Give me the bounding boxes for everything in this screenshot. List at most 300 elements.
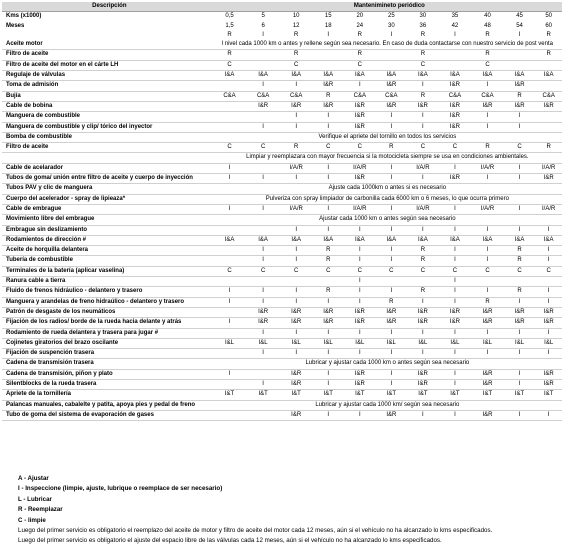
code-cell: I&R	[535, 174, 562, 184]
code-cell: I&R	[471, 369, 504, 379]
code-cell: I&T	[504, 390, 536, 400]
code-cell: I	[535, 256, 562, 266]
meses-row	[2, 22, 562, 31]
item-label: Movimiento libre del embrague	[2, 215, 213, 225]
code-cell: I	[344, 287, 376, 297]
maintenance-row	[2, 91, 562, 101]
interval-note: Pulveriza con spray limpiador de carbonilla cada 6000 km o 6 meses, lo que ocurra primero	[213, 194, 562, 204]
code-cell: I/A/R	[344, 163, 376, 173]
code-cell: I&L	[312, 338, 344, 348]
code-cell: I	[344, 349, 376, 359]
code-cell: I	[262, 31, 264, 38]
code-cell: I&R	[504, 307, 536, 317]
code-cell: I	[376, 112, 408, 122]
code-cell: I&A	[312, 235, 344, 245]
maintenance-row	[2, 390, 562, 400]
code-cell: I&A	[280, 71, 313, 81]
legend	[18, 474, 558, 547]
maintenance-row	[2, 81, 562, 91]
code-cell: I	[376, 204, 408, 214]
code-cell: C	[312, 143, 344, 153]
item-label: Bujía	[2, 91, 213, 101]
kms-label: Kms (x1000)	[6, 13, 42, 20]
code-cell	[535, 277, 562, 287]
code-cell: I	[246, 328, 280, 338]
code-cell: I&A	[344, 71, 376, 81]
code-cell: I&T	[344, 390, 376, 400]
code-cell: I&T	[376, 390, 408, 400]
code-cell: I&A	[439, 235, 472, 245]
code-cell: I	[246, 246, 280, 256]
code-cell: I&L	[213, 338, 247, 348]
code-cell: C	[504, 266, 536, 276]
code-cell: I&R	[471, 307, 504, 317]
code-cell: I&A	[407, 71, 439, 81]
maintenance-row	[2, 287, 562, 297]
code-cell: I	[246, 349, 280, 359]
code-cell: C	[280, 266, 313, 276]
maintenance-row	[2, 101, 562, 111]
code-cell: R	[312, 256, 344, 266]
code-cell: R	[471, 297, 504, 307]
code-cell: I&R	[376, 307, 408, 317]
kms-value: 15	[324, 13, 332, 20]
code-cell: I	[439, 277, 472, 287]
code-cell	[213, 307, 247, 317]
code-cell: I&R	[471, 101, 504, 111]
code-cell: I	[312, 297, 344, 307]
interval-note: Lubricar y ajustar cada 1000 km o antes según sea necesario	[213, 359, 562, 369]
maintenance-row	[2, 132, 562, 142]
code-cell: I	[312, 410, 344, 420]
code-cell: C&A	[376, 91, 408, 101]
code-cell: I&R	[535, 318, 562, 328]
code-cell	[280, 277, 313, 287]
maintenance-row	[2, 349, 562, 359]
code-cell: C	[407, 143, 439, 153]
code-cell: I&R	[344, 122, 376, 132]
code-cell	[439, 60, 472, 70]
maintenance-table	[2, 2, 562, 421]
code-cell	[246, 369, 280, 379]
code-cell: I&A	[344, 235, 376, 245]
code-cell: I&L	[344, 338, 376, 348]
code-cell: I	[376, 349, 408, 359]
code-cell: I	[535, 246, 562, 256]
code-cell: R	[535, 50, 562, 60]
item-label: Rodamientos de dirección #	[2, 235, 213, 245]
item-label: Palancas manuales, cabalelte y patita, apoya pies y pedal de freno	[2, 400, 213, 410]
code-cell: I&L	[471, 338, 504, 348]
code-cell: C	[344, 266, 376, 276]
legend-line: R - Reemplazar	[18, 506, 63, 514]
legend-line: A - Ajustar	[18, 475, 49, 482]
code-cell: I	[213, 174, 247, 184]
code-cell: I	[213, 297, 247, 307]
code-cell: R	[546, 31, 551, 38]
code-cell: I	[213, 163, 247, 173]
code-cell: I	[344, 410, 376, 420]
code-cell: I&R	[439, 318, 472, 328]
code-cell: I	[344, 256, 376, 266]
code-cell: I&R	[535, 101, 562, 111]
code-cell	[246, 225, 280, 235]
code-cell: R	[485, 31, 490, 38]
code-cell: I&R	[471, 318, 504, 328]
item-label: Cuerpo del acelerador - spray de lipieaza*	[2, 194, 213, 204]
code-cell: I&A	[376, 71, 408, 81]
code-cell	[504, 277, 536, 287]
code-cell: I&T	[246, 390, 280, 400]
code-cell: I	[439, 369, 472, 379]
code-cell: I&R	[439, 307, 472, 317]
interval-note: Ajuste cada 1000km o antes si es necesario	[213, 184, 562, 194]
code-cell: I	[407, 174, 439, 184]
code-cell	[213, 225, 247, 235]
maintenance-row	[2, 266, 562, 276]
code-cell: I	[504, 328, 536, 338]
code-cell: I&A	[213, 71, 247, 81]
code-cell: I	[344, 246, 376, 256]
code-cell: I	[376, 369, 408, 379]
code-cell: R	[535, 143, 562, 153]
code-cell: I	[280, 225, 313, 235]
code-cell	[312, 277, 344, 287]
code-cell: I/A/R	[535, 163, 562, 173]
code-cell	[246, 410, 280, 420]
code-cell: I&A	[407, 235, 439, 245]
kms-value: 35	[451, 13, 459, 20]
code-cell: R	[376, 143, 408, 153]
code-cell: I&R	[439, 81, 472, 91]
code-cell: I	[407, 122, 439, 132]
code-cell: I	[439, 297, 472, 307]
code-cell: I	[280, 81, 313, 91]
code-cell: I&R	[376, 318, 408, 328]
code-cell: I	[312, 174, 344, 184]
code-cell	[535, 60, 562, 70]
code-cell: I&A	[246, 71, 280, 81]
code-cell: I	[246, 287, 280, 297]
code-cell: R	[344, 50, 376, 60]
maintenance-row	[2, 318, 562, 328]
code-cell: I	[535, 410, 562, 420]
top-codes-row	[2, 31, 562, 40]
code-cell: I&T	[407, 390, 439, 400]
code-cell	[246, 277, 280, 287]
legend-line: L - Lubricar	[18, 495, 52, 503]
maintenance-row	[2, 60, 562, 70]
code-cell: I&R	[535, 379, 562, 389]
code-cell: I	[454, 31, 456, 38]
code-cell: I	[504, 163, 536, 173]
code-cell: R	[504, 246, 536, 256]
code-cell: I	[376, 287, 408, 297]
item-label: Cable de embrague	[2, 204, 213, 214]
code-cell: I&R	[280, 307, 313, 317]
item-label	[2, 153, 213, 163]
code-cell: I&A	[504, 71, 536, 81]
code-cell: I&R	[439, 174, 472, 184]
code-cell: I	[376, 174, 408, 184]
legend-line: Luego del primer servicio es obligatorio el reemplazo del aceite de motor y filtro de aceite del motor cada 12 meses, aún si el vehículo no ha alcanzado lo kms especificados.	[18, 527, 493, 535]
code-cell: I&R	[376, 81, 408, 91]
code-cell: C&A	[471, 91, 504, 101]
code-cell: I&R	[246, 318, 280, 328]
code-cell: I	[280, 246, 313, 256]
code-cell: R	[376, 297, 408, 307]
code-cell	[535, 112, 562, 122]
code-cell: I&R	[312, 101, 344, 111]
item-label: Cable de acelarador	[2, 163, 213, 173]
code-cell: R	[357, 31, 362, 38]
header-row	[2, 2, 562, 12]
description-header: Descripción	[2, 2, 213, 12]
code-cell: I	[344, 225, 376, 235]
kms-value: 45	[516, 13, 523, 20]
code-cell: I	[280, 112, 313, 122]
meses-value: 30	[387, 22, 395, 29]
meses-value: 12	[292, 22, 300, 29]
code-cell: R	[407, 50, 439, 60]
item-label: Cojinetes giratorios del brazo oscilante	[2, 338, 213, 348]
maintenance-row	[2, 174, 562, 184]
code-cell: I&T	[471, 390, 504, 400]
item-label: Manguera de combustible	[2, 112, 213, 122]
item-label: Bomba de combustible	[2, 132, 213, 142]
meses-value: 42	[451, 22, 459, 29]
code-cell: C	[439, 143, 472, 153]
code-cell: I&R	[280, 410, 313, 420]
code-cell	[213, 112, 247, 122]
code-cell: I&R	[439, 122, 472, 132]
code-cell: I	[213, 287, 247, 297]
code-cell: I/A/R	[280, 204, 313, 214]
code-cell: I&T	[213, 390, 247, 400]
code-cell: I&R	[280, 101, 313, 111]
code-cell: I	[439, 287, 472, 297]
kms-value: 25	[387, 13, 395, 20]
code-cell: I	[312, 225, 344, 235]
code-cell: I	[280, 349, 313, 359]
code-cell: I	[471, 81, 504, 91]
maintenance-row	[2, 163, 562, 173]
code-cell: I	[344, 81, 376, 91]
code-cell: I	[246, 297, 280, 307]
code-cell: I	[471, 246, 504, 256]
code-cell: C	[246, 266, 280, 276]
code-cell: I	[312, 379, 344, 389]
code-cell: R	[420, 31, 426, 38]
meses-value: 1,5	[225, 22, 234, 29]
code-cell: I&R	[376, 410, 408, 420]
legend-line: I - Inspeccione (limpie, ajuste, lubrique o reemplace de ser necesario)	[18, 485, 223, 493]
code-cell: I&R	[407, 318, 439, 328]
code-cell: C	[376, 266, 408, 276]
code-cell: I	[312, 112, 344, 122]
item-label: Apriete de la tornillería	[2, 390, 213, 400]
kms-value: 10	[292, 13, 300, 20]
code-cell: I&L	[246, 338, 280, 348]
maintenance-row	[2, 369, 562, 379]
maintenance-row	[2, 410, 562, 420]
code-cell	[471, 277, 504, 287]
code-cell: I	[504, 112, 536, 122]
maintenance-row	[2, 122, 562, 132]
code-cell: I	[407, 225, 439, 235]
code-cell: I&R	[280, 379, 313, 389]
code-cell: I	[312, 349, 344, 359]
code-cell: I	[504, 122, 536, 132]
code-cell: R	[312, 287, 344, 297]
code-cell: I&A	[535, 235, 562, 245]
code-cell: I	[471, 349, 504, 359]
code-cell	[213, 349, 247, 359]
code-cell: I	[407, 112, 439, 122]
code-cell: I	[504, 369, 536, 379]
kms-value: 0,5	[225, 13, 234, 20]
maintenance-row	[2, 112, 562, 122]
code-cell	[246, 163, 280, 173]
code-cell: C	[344, 60, 376, 70]
code-cell: I	[407, 81, 439, 91]
code-cell: I/A/R	[471, 163, 504, 173]
meses-label: Meses	[6, 22, 25, 29]
meses-value: 60	[545, 22, 552, 29]
code-cell	[213, 256, 247, 266]
code-cell: I	[344, 328, 376, 338]
code-cell: I	[471, 328, 504, 338]
item-label: Aceite de horquilla delantera	[2, 246, 213, 256]
code-cell	[504, 50, 536, 60]
code-cell: I	[471, 174, 504, 184]
code-cell: C&A	[439, 91, 472, 101]
code-cell: C	[504, 143, 536, 153]
code-cell: I&L	[280, 338, 313, 348]
maintenance-row	[2, 379, 562, 389]
code-cell: I	[327, 31, 330, 38]
code-cell: I	[312, 369, 344, 379]
maintenance-row	[2, 297, 562, 307]
item-label: Regulaje de válvulas	[2, 71, 213, 81]
code-cell: I&R	[407, 307, 439, 317]
item-label: Terminales de la batería (aplicar vaselina)	[2, 266, 213, 276]
code-cell	[213, 81, 247, 91]
maintenance-row	[2, 235, 562, 245]
code-cell: I	[439, 379, 472, 389]
code-cell: I&L	[535, 338, 562, 348]
code-cell: I	[376, 163, 408, 173]
code-cell	[535, 81, 562, 91]
code-cell: I	[471, 122, 504, 132]
item-label: Fluido de frenos hidráulico - delantero y trasero	[2, 287, 213, 297]
maintenance-row	[2, 50, 562, 60]
meses-value: 24	[356, 22, 364, 29]
code-cell: I&L	[376, 338, 408, 348]
code-cell: I	[312, 328, 344, 338]
code-cell: I	[504, 379, 536, 389]
item-label: Fijación de suspención trasera	[2, 349, 213, 359]
code-cell: I	[535, 328, 562, 338]
maintenance-row	[2, 40, 562, 50]
code-cell: I	[439, 328, 472, 338]
maintenance-row	[2, 204, 562, 214]
code-cell: I&R	[280, 369, 313, 379]
code-cell: I&A	[213, 235, 247, 245]
code-cell: I&A	[439, 71, 472, 81]
code-cell: I	[376, 122, 408, 132]
code-cell	[407, 277, 439, 287]
code-cell: I	[376, 225, 408, 235]
code-cell: I&R	[376, 101, 408, 111]
code-cell: I	[504, 204, 536, 214]
code-cell	[504, 60, 536, 70]
code-cell: I&R	[471, 379, 504, 389]
code-cell: I	[246, 256, 280, 266]
code-cell: I&R	[280, 318, 313, 328]
legend-line: C - limpie	[18, 516, 46, 524]
code-cell: I	[376, 379, 408, 389]
code-cell: C	[344, 143, 376, 153]
code-cell: R	[471, 50, 504, 60]
interval-note: Verifique el apriete del tornillo en todos los servicios	[213, 132, 562, 142]
item-label: Filtro de aceite	[2, 143, 213, 153]
code-cell: I&T	[439, 390, 472, 400]
code-cell: I	[376, 246, 408, 256]
code-cell: C	[471, 266, 504, 276]
code-cell: I/A/R	[344, 204, 376, 214]
code-cell: C	[535, 266, 562, 276]
code-cell: R	[407, 287, 439, 297]
item-label: Tubo de goma del sistema de evaporación de gases	[2, 410, 213, 420]
code-cell: R	[294, 31, 299, 38]
code-cell: I	[471, 287, 504, 297]
code-cell: I&R	[312, 307, 344, 317]
code-cell: C	[312, 266, 344, 276]
code-cell: I	[213, 204, 247, 214]
maintenance-row	[2, 194, 562, 204]
code-cell: I	[504, 410, 536, 420]
code-cell: I&R	[312, 318, 344, 328]
item-label: Aceite motor	[2, 40, 213, 50]
code-cell: C	[213, 60, 247, 70]
code-cell: I	[280, 256, 313, 266]
code-cell: I&A	[280, 235, 313, 245]
code-cell: I	[376, 328, 408, 338]
code-cell: I&L	[407, 338, 439, 348]
code-cell: C&A	[344, 91, 376, 101]
kms-row	[2, 12, 562, 22]
maintenance-row	[2, 277, 562, 287]
code-cell: I	[246, 174, 280, 184]
kms-value: 5	[261, 13, 265, 20]
code-cell: I&L	[504, 338, 536, 348]
code-cell: I/A/R	[407, 204, 439, 214]
code-cell: I&R	[504, 318, 536, 328]
code-cell: C	[471, 60, 504, 70]
code-cell	[246, 60, 280, 70]
code-cell	[213, 410, 247, 420]
code-cell: I	[246, 379, 280, 389]
code-cell: I	[407, 328, 439, 338]
schedule-header: Mantenimineto periódico	[213, 2, 562, 12]
code-cell: I	[439, 163, 472, 173]
code-cell: C	[280, 60, 313, 70]
code-cell: C	[246, 143, 280, 153]
code-cell: I	[439, 246, 472, 256]
code-cell: I&R	[246, 101, 280, 111]
code-cell: I	[213, 318, 247, 328]
